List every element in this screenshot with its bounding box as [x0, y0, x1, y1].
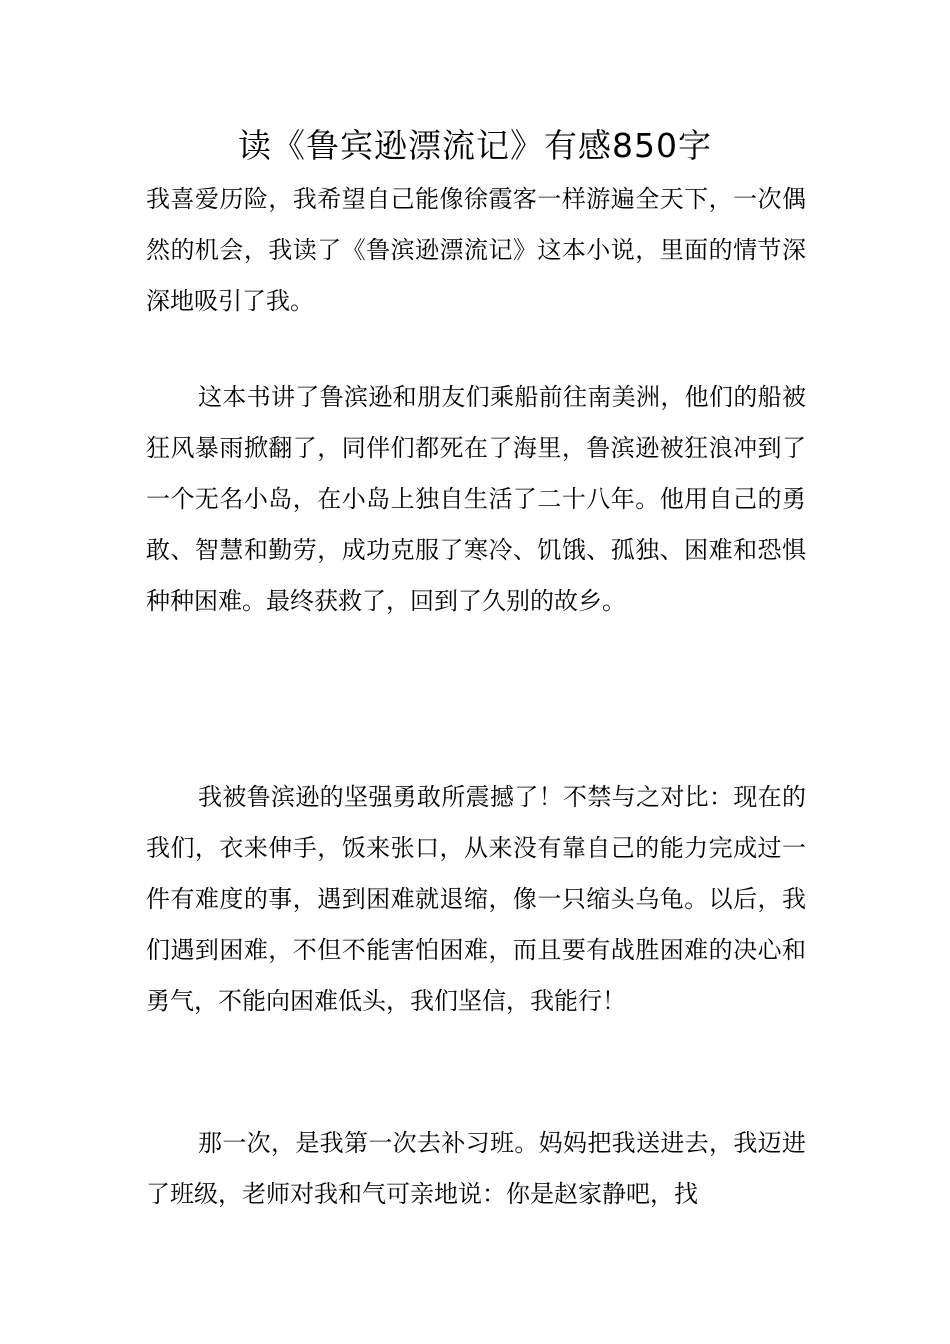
paragraph-intro: 我喜爱历险，我希望自己能像徐霞客一样游遍全天下，一次偶然的机会，我读了《鲁滨逊漂流记》这本小说，里面的情节深深地吸引了我。: [146, 185, 806, 315]
paragraph-summary: 这本书讲了鲁滨逊和朋友们乘船前往南美洲，他们的船被狂风暴雨掀翻了，同伴们都死在了海里，鲁滨逊被狂浪冲到了一个无名小岛，在小岛上独自生活了二十八年。他用自己的勇敢、智慧和勤劳，成功克服了寒冷、饥饿、孤独、困难和恐惧种种困难。最终获救了，回到了久别的故乡。: [146, 383, 806, 615]
paragraph-story: 那一次，是我第一次去补习班。妈妈把我送进去，我迈进了班级，老师对我和气可亲地说：你是赵家静吧，找: [146, 1129, 806, 1208]
document-title: 读《鲁宾逊漂流记》有感850字: [238, 126, 712, 165]
paragraph-reflection: 我被鲁滨逊的坚强勇敢所震撼了！不禁与之对比：现在的我们，衣来伸手，饭来张口，从来没有靠自己的能力完成过一件有难度的事，遇到困难就退缩，像一只缩头乌龟。以后，我们遇到困难，不但不能害怕困难，而且要有战胜困难的决心和勇气，不能向困难低头，我们坚信，我能行！: [146, 783, 806, 1015]
